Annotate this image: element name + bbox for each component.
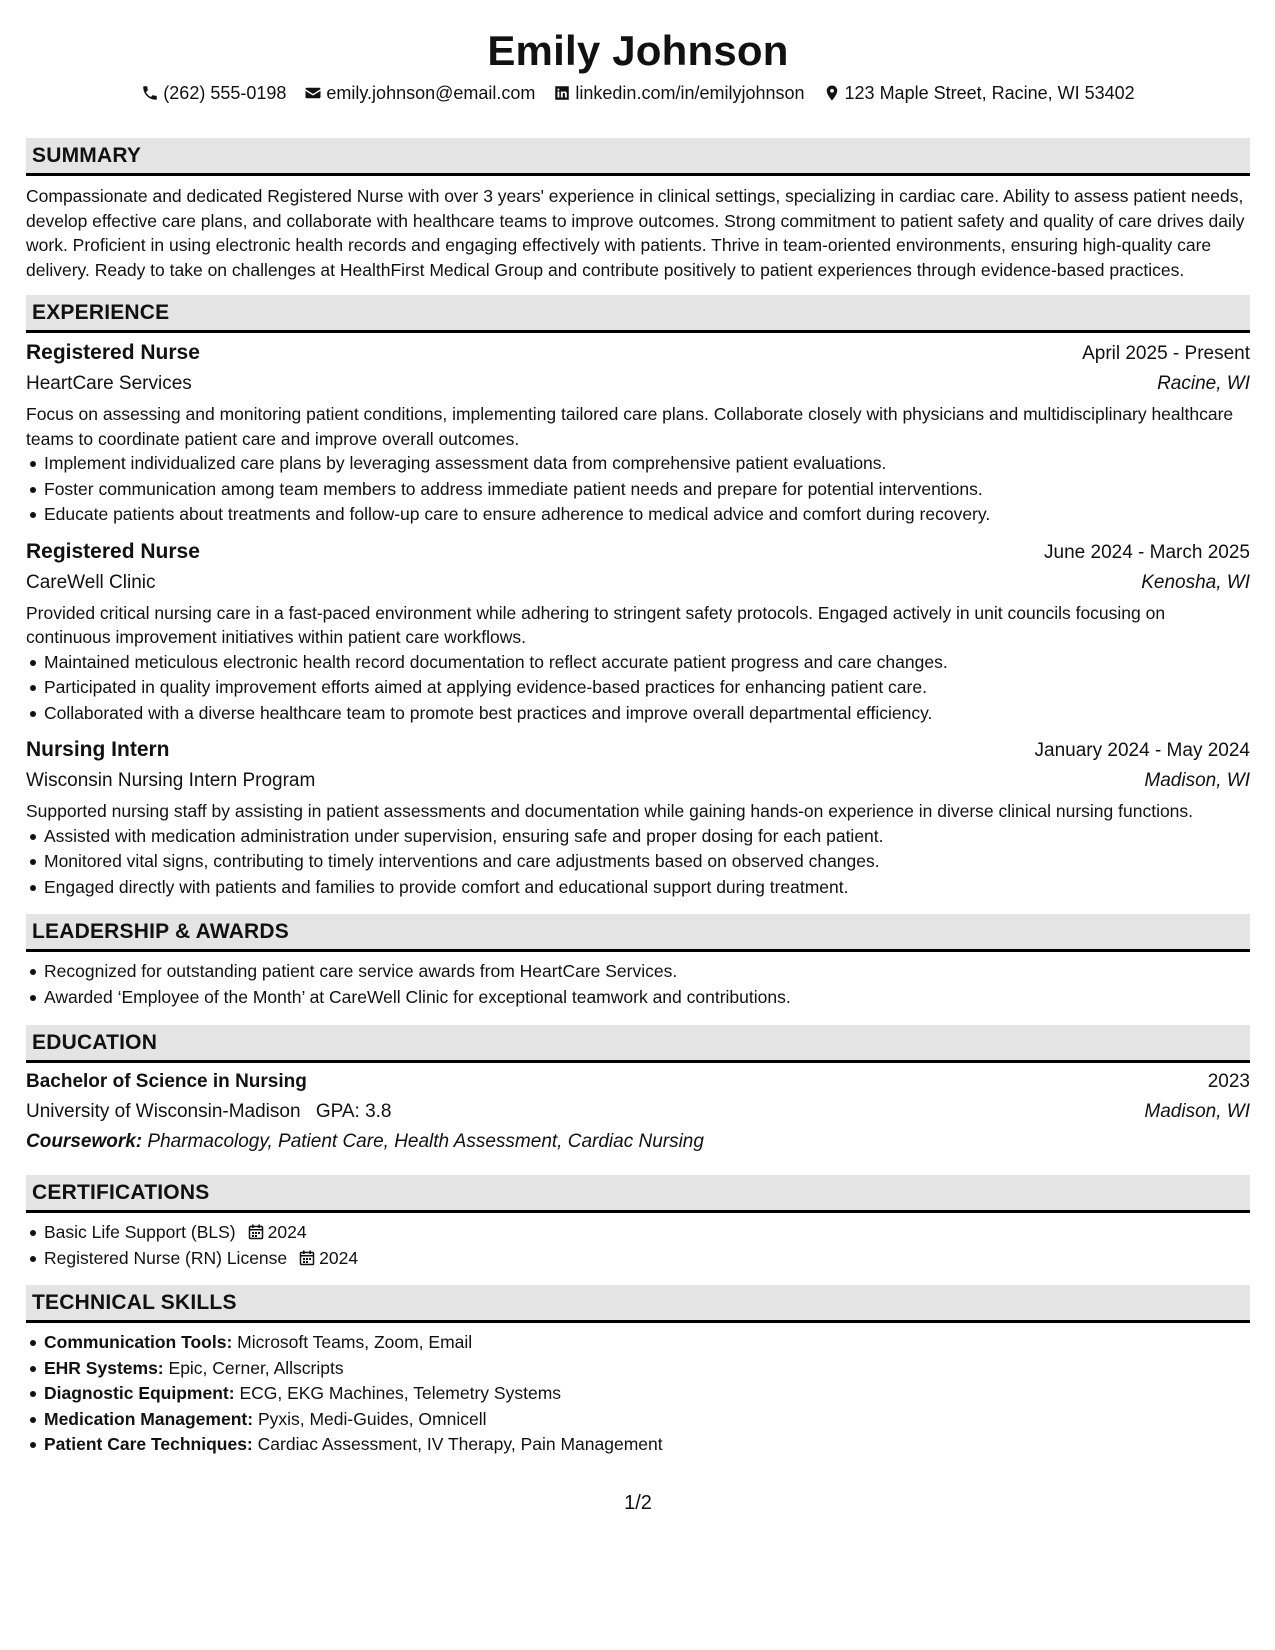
- skills-list: [26, 1330, 1250, 1458]
- job-entry: [26, 734, 1250, 900]
- section-heading: EDUCATION: [26, 1025, 1250, 1063]
- list-item: [26, 1356, 1250, 1382]
- map-pin-icon: [823, 84, 841, 102]
- list-item: [26, 1220, 1250, 1246]
- education-section: [26, 1025, 1250, 1157]
- list-item: [26, 1407, 1250, 1433]
- gpa: GPA: 3.8: [315, 1101, 392, 1122]
- list-item: Assisted with medication administration under supervision, ensuring safe and proper dosing for each patient.: [26, 824, 1250, 850]
- leadership-list: [26, 959, 1250, 1010]
- skill-value: Cardiac Assessment, IV Therapy, Pain Management: [257, 1434, 663, 1454]
- certification-name: Basic Life Support (BLS): [44, 1222, 236, 1242]
- school-location: Madison, WI: [1144, 1101, 1250, 1122]
- contact-phone: [141, 83, 286, 104]
- envelope-icon: [304, 84, 322, 102]
- section-heading: SUMMARY: [26, 138, 1250, 176]
- skill-label: Diagnostic Equipment:: [44, 1383, 235, 1403]
- list-item: [26, 1330, 1250, 1356]
- list-item: [26, 1381, 1250, 1407]
- list-item: Monitored vital signs, contributing to timely interventions and care adjustments based on observed changes.: [26, 849, 1250, 875]
- experience-section: [26, 295, 1250, 900]
- resume-page: [26, 0, 1250, 1650]
- candidate-name: Emily Johnson: [487, 27, 789, 74]
- phone-icon: [141, 84, 159, 102]
- school-name: University of Wisconsin-Madison: [26, 1101, 301, 1122]
- certifications-list: [26, 1220, 1250, 1271]
- skills-section: [26, 1285, 1250, 1458]
- skill-value: Pyxis, Medi-Guides, Omnicell: [257, 1408, 487, 1429]
- job-bullets: [26, 650, 1250, 727]
- job-dates: April 2025 - Present: [1082, 343, 1250, 364]
- skill-label: Patient Care Techniques:: [44, 1434, 253, 1454]
- section-heading: CERTIFICATIONS: [26, 1175, 1250, 1213]
- summary-section: [26, 138, 1250, 282]
- list-item: Maintained meticulous electronic health record documentation to reflect accurate patient progress and care changes.: [26, 650, 1250, 676]
- section-heading: EXPERIENCE: [26, 295, 1250, 333]
- contact-linkedin[interactable]: [553, 83, 804, 104]
- list-item: Participated in quality improvement efforts aimed at applying evidence-based practices for enhancing patient care.: [26, 675, 1250, 701]
- section-heading: LEADERSHIP & AWARDS: [26, 914, 1250, 952]
- job-title: Nursing Intern: [26, 738, 170, 761]
- phone-text: (262) 555-0198: [163, 82, 287, 103]
- list-item: [26, 1432, 1250, 1458]
- job-location: Kenosha, WI: [1141, 571, 1250, 593]
- list-item: Educate patients about treatments and follow-up care to ensure adherence to medical advice and comfort during recovery.: [26, 502, 1250, 528]
- certification-year: 2024: [267, 1222, 307, 1242]
- leadership-section: [26, 914, 1250, 1010]
- calendar-icon: [299, 1250, 315, 1266]
- address-text: 123 Maple Street, Racine, WI 53402: [844, 82, 1135, 103]
- list-item: Implement individualized care plans by leveraging assessment data from comprehensive patient evaluations.: [26, 451, 1250, 477]
- degree-title: Bachelor of Science in Nursing: [26, 1071, 307, 1092]
- certification-year: 2024: [319, 1247, 359, 1268]
- job-entry: [26, 337, 1250, 528]
- linkedin-icon: [553, 84, 571, 102]
- job-title: Registered Nurse: [26, 539, 200, 563]
- contact-email[interactable]: [304, 83, 535, 104]
- job-title: Registered Nurse: [26, 341, 200, 364]
- skill-label: Communication Tools:: [44, 1332, 233, 1352]
- job-description: Provided critical nursing care in a fast-paced environment while adhering to stringent safety protocols. Engaged actively in unit councils focusing on continuous improvement initiatives within patient care workflows.: [26, 602, 1166, 647]
- list-item: [26, 1246, 1250, 1272]
- job-location: Racine, WI: [1157, 373, 1250, 394]
- job-company: Wisconsin Nursing Intern Program: [26, 770, 316, 791]
- job-dates: January 2024 - May 2024: [1034, 740, 1250, 761]
- list-item: Recognized for outstanding patient care service awards from HeartCare Services.: [26, 959, 1250, 985]
- certification-name: Registered Nurse (RN) License: [44, 1247, 288, 1268]
- coursework-label: Coursework:: [26, 1131, 143, 1152]
- job-company: HeartCare Services: [26, 373, 192, 394]
- skill-value: ECG, EKG Machines, Telemetry Systems: [239, 1383, 562, 1403]
- email-link[interactable]: emily.johnson@email.com: [326, 82, 536, 103]
- job-dates: June 2024 - March 2025: [1044, 541, 1250, 563]
- list-item: Collaborated with a diverse healthcare team to promote best practices and improve overall departmental efficiency.: [26, 701, 1250, 727]
- contact-address: [823, 83, 1135, 104]
- skill-value: Epic, Cerner, Allscripts: [168, 1357, 344, 1378]
- certifications-section: [26, 1175, 1250, 1271]
- calendar-icon: [248, 1224, 264, 1240]
- job-entry: [26, 536, 1250, 727]
- page-number: 1/2: [624, 1492, 652, 1514]
- job-bullets: [26, 824, 1250, 901]
- coursework: [26, 1127, 1250, 1157]
- summary-text: Compassionate and dedicated Registered Nurse with over 3 years' experience in clinical settings, specializing in cardiac care. Ability to assess patient needs, develop effective care plans, and collaborate with healthcare teams to improve outcomes. Strong commitment to patient safety and quality of care drives daily work. Proficient in using electronic health records and engaging effectively with patients. Thrive in team-oriented environments, ensuring high-quality care delivery. Ready to take on challenges at HealthFirst Medical Group and contribute positively to patient experiences through evidence-based practices.: [26, 186, 1245, 280]
- job-description: Focus on assessing and monitoring patient conditions, implementing tailored care plans. Collaborate closely with physicians and multidisciplinary healthcare teams to coordinate patient care and improve overall outcomes.: [26, 404, 1234, 449]
- linkedin-link[interactable]: linkedin.com/in/emilyjohnson: [575, 82, 805, 103]
- job-description: Supported nursing staff by assisting in patient assessments and documentation while gaining hands-on experience in diverse clinical nursing functions.: [26, 801, 1194, 821]
- job-bullets: [26, 451, 1250, 528]
- graduation-year: 2023: [1207, 1071, 1250, 1092]
- list-item: Awarded ‘Employee of the Month’ at CareWell Clinic for exceptional teamwork and contributions.: [26, 985, 1250, 1011]
- job-company: CareWell Clinic: [26, 571, 156, 593]
- skill-value: Microsoft Teams, Zoom, Email: [237, 1332, 473, 1352]
- coursework-list: Pharmacology, Patient Care, Health Assessment, Cardiac Nursing: [147, 1131, 704, 1152]
- section-heading: TECHNICAL SKILLS: [26, 1285, 1250, 1323]
- list-item: Engaged directly with patients and families to provide comfort and educational support during treatment.: [26, 875, 1250, 901]
- contact-bar: [26, 80, 1250, 106]
- job-location: Madison, WI: [1144, 770, 1250, 791]
- skill-label: EHR Systems:: [44, 1357, 164, 1378]
- list-item: Foster communication among team members to address immediate patient needs and prepare for potential interventions.: [26, 477, 1250, 503]
- skill-label: Medication Management:: [44, 1408, 254, 1429]
